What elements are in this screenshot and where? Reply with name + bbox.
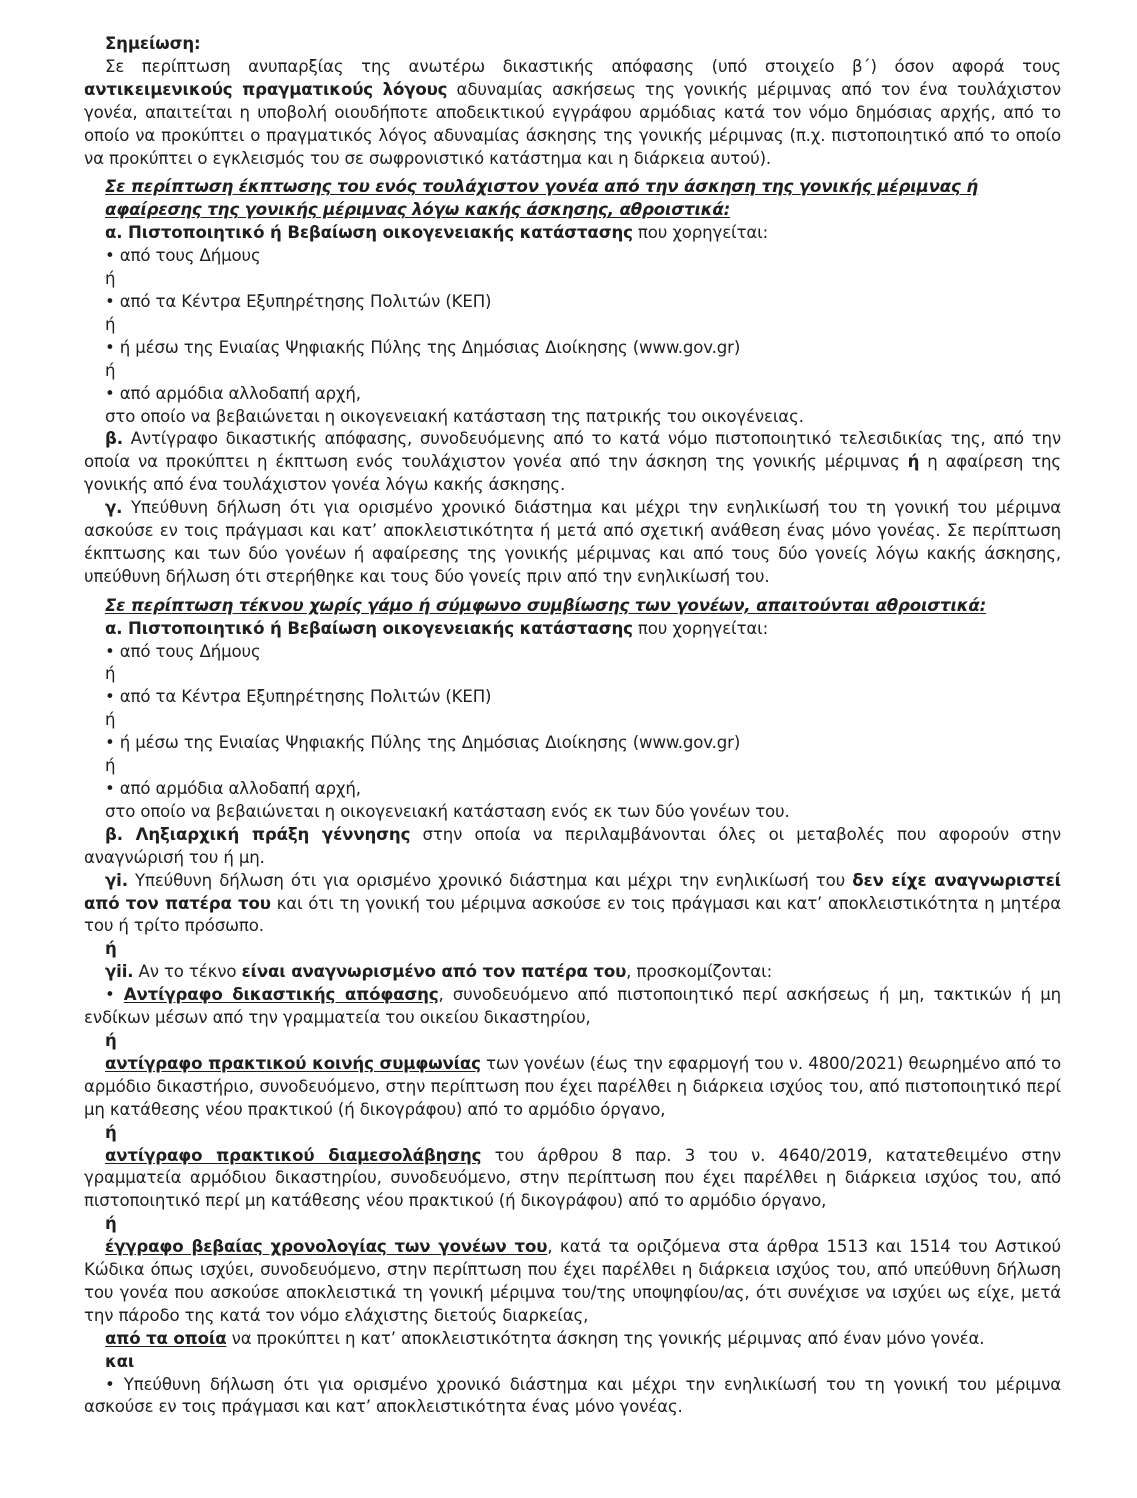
section-1-bullet-foreign: • από αρμόδια αλλοδαπή αρχή,	[105, 383, 361, 403]
section-2-item-a-end: στο οποίο να βεβαιώνεται η οικογενειακή κατάσταση ενός εκ των δύο γονέων του.	[105, 801, 790, 821]
section-2-bullet-kep: • από τα Κέντρα Εξυπηρέτησης Πολιτών (ΚΕΠ)	[105, 687, 492, 707]
note-paragraph: Σε περίπτωση ανυπαρξίας της ανωτέρω δικαστικής απόφασης (υπό στοιχείο β΄) όσον αφορά τους αντικειμενικούς πραγματικούς λόγους αδυναμίας ασκήσεως της γονικής μέριμνας από τον ένα τουλάχιστον γονέα, απαιτείται η υποβολή οιουδήποτε αποδεικτικού εγγράφου αρμόδιας κατά τον νόμο δημόσιας αρχής, από το οποίο να προκύπτει ο πραγματικός λόγος αδυναμίας άσκησης της γονικής μέριμνας (π.χ. πιστοποιητικό από το οποίο να προκύπτει ο εγκλεισμός του σε σωφρονιστικό κατάστημα και η διάρκεια αυτού).	[84, 56, 1061, 168]
section-2-or-bold: ή	[105, 1122, 117, 1142]
section-1-or: ή	[105, 360, 116, 380]
section-2-or: ή	[105, 756, 116, 776]
section-1-item-a: α. Πιστοποιητικό ή Βεβαίωση οικογενειακής κατάστασης που χορηγείται:	[105, 223, 769, 243]
section-1-heading: Σε περίπτωση έκπτωσης του ενός τουλάχιστον γονέα από την άσκηση της γονικής μέριμνας ή αφαίρεσης της γονικής μέριμνας λόγω κακής άσκησης, αθροιστικά:	[105, 177, 978, 220]
section-2-or-bold: ή	[105, 1214, 117, 1234]
section-2-or: ή	[105, 664, 116, 684]
section-1-or: ή	[105, 314, 116, 334]
section-2-declaration: • Υπεύθυνη δήλωση ότι για ορισμένο χρονικό διάστημα και μέχρι την ενηλικίωσή του τη γονική του μέριμνα ασκούσε εν τοις πράγμασι και κατ’ αποκλειστικότητα ένας μόνο γονέας.	[84, 1374, 1061, 1417]
section-2-bullet-govgr: • ή μέσω της Ενιαίας Ψηφιακής Πύλης της Δημόσιας Διοίκησης (www.gov.gr)	[105, 733, 741, 753]
section-2-doc-court-decision: • Αντίγραφο δικαστικής απόφασης, συνοδευόμενο από πιστοποιητικό περί ασκήσεως ή μη, τακτικών ή μη ενδίκων μέσων από την γραμματεία του οικείου δικαστηρίου,	[84, 985, 1062, 1028]
section-1-item-b: β. Αντίγραφο δικαστικής απόφασης, συνοδευόμενης από το κατά νόμο πιστοποιητικό τελεσιδικίας της, από την οποία να προκύπτει η έκπτωση ενός τουλάχιστον γονέα από την άσκηση της γονικής μέριμνας ή η αφαίρεση της γονικής από ένα τουλάχιστον γονέα λόγω κακής άσκησης.	[84, 429, 1062, 495]
section-2-or-bold: ή	[105, 939, 117, 959]
note-heading: Σημείωση:	[105, 34, 201, 53]
section-2-conclusion: από τα οποία να προκύπτει η κατ’ αποκλειστικότητα άσκηση της γονικής μέριμνας από έναν μόνο γονέα.	[105, 1328, 985, 1348]
section-1-or: ή	[105, 269, 116, 289]
section-1-bullet-municipalities: • από τους Δήμους	[105, 246, 261, 266]
section-2-item-c-ii: γii. Αν το τέκνο είναι αναγνωρισμένο από τον πατέρα του, προσκομίζονται:	[105, 962, 773, 982]
section-2-or-bold: ή	[105, 1030, 117, 1050]
section-1-bullet-kep: • από τα Κέντρα Εξυπηρέτησης Πολιτών (ΚΕΠ)	[105, 291, 492, 311]
section-2-item-c-i: γi. Υπεύθυνη δήλωση ότι για ορισμένο χρονικό διάστημα και μέχρι την ενηλικίωσή του δεν είχε αναγνωριστεί από τον πατέρα του και ότι τη γονική του μέριμνα ασκούσε εν τοις πράγμασι και κατ’ αποκλειστικότητα η μητέρα του ή τρίτο πρόσωπο.	[84, 870, 1061, 936]
section-2-or: ή	[105, 710, 116, 730]
section-2-heading: Σε περίπτωση τέκνου χωρίς γάμο ή σύμφωνο συμβίωσης των γονέων, απαιτούνται αθροιστικά:	[105, 595, 987, 615]
section-1-item-a-end: στο οποίο να βεβαιώνεται η οικογενειακή κατάσταση της πατρικής του οικογένειας.	[105, 406, 804, 426]
section-2-item-b: β. Ληξιαρχική πράξη γέννησης στην οποία να περιλαμβάνονται όλες οι μεταβολές που αφορούν στην αναγνώρισή του ή μη.	[84, 824, 1061, 867]
section-2-doc-mediation: αντίγραφο πρακτικού διαμεσολάβησης του άρθρου 8 παρ. 3 του ν. 4640/2019, κατατεθειμένο στην γραμματεία αρμόδιου δικαστηρίου, συνοδευόμενο, στην περίπτωση που έχει παρέλθει η διάρκεια ισχύος του, από πιστοποιητικό περί μη κατάθεσης νέου πρακτικού (ή δικογράφου) από το αρμόδιο όργανο,	[84, 1145, 1061, 1211]
section-2-and: και	[105, 1351, 135, 1371]
section-2-bullet-foreign: • από αρμόδια αλλοδαπή αρχή,	[105, 779, 361, 798]
section-2-bullet-municipalities: • από τους Δήμους	[105, 641, 261, 661]
section-2-item-a: α. Πιστοποιητικό ή Βεβαίωση οικογενειακής κατάστασης που χορηγείται:	[105, 618, 769, 638]
section-1-item-c: γ. Υπεύθυνη δήλωση ότι για ορισμένο χρονικό διάστημα και μέχρι την ενηλικίωσή του τη γονική του μέριμνα ασκούσε εν τοις πράγμασι και κατ’ αποκλειστικότητα ή μετά από σχετική ανάθεση ένας μόνο γονέας. Σε περίπτωση έκπτωσης και των δύο γονέων ή αφαίρεσης της γονικής μέριμνας και από τους δύο γονείς λόγω κακής άσκησης, υπεύθυνη δήλωση ότι στερήθηκε και τους δύο γονείς πριν από την ενηλικίωσή του.	[84, 498, 1061, 586]
section-2-doc-agreement: αντίγραφο πρακτικού κοινής συμφωνίας των γονέων (έως την εφαρμογή του ν. 4800/2021) θεωρημένο από το αρμόδιο δικαστήριο, συνοδευόμενο, στην περίπτωση που έχει παρέλθει η διάρκεια ισχύος του, από πιστοποιητικό περί μη κατάθεσης νέου πρακτικού (ή δικογράφου) από το αρμόδιο όργανο,	[84, 1053, 1061, 1119]
section-1-bullet-govgr: • ή μέσω της Ενιαίας Ψηφιακής Πύλης της Δημόσιας Διοίκησης (www.gov.gr)	[105, 337, 741, 357]
section-2-doc-dated-document: έγγραφο βεβαίας χρονολογίας των γονέων του, κατά τα οριζόμενα στα άρθρα 1513 και 1514 του Αστικού Κώδικα όπως ισχύει, συνοδευόμενο, στην περίπτωση που έχει παρέλθει η διάρκεια ισχύος του, από υπεύθυνη δήλωση του γονέα που ασκούσε αποκλειστικά τη γονική μέριμνα του/της υποψηφίου/ας, ότι συνέχισε να ισχύει ως είχε, μετά την πάροδο της κατά τον νόμο ελάχιστης διετούς διαρκείας,	[84, 1237, 1061, 1325]
